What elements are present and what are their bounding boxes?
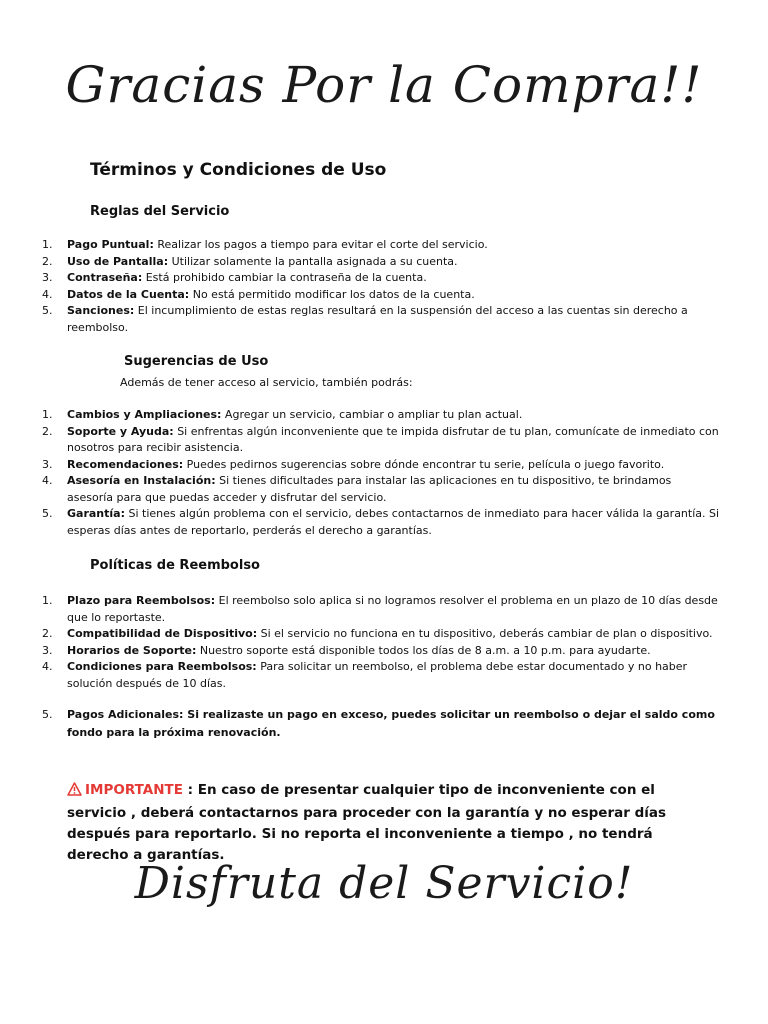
item-number: 2. bbox=[42, 424, 53, 438]
list-item bbox=[0, 424, 720, 457]
item-number: 1. bbox=[42, 238, 53, 251]
warning-icon bbox=[67, 782, 82, 803]
item-number: 4. bbox=[42, 474, 53, 487]
list-item bbox=[0, 270, 720, 287]
politicas-list bbox=[0, 593, 720, 742]
item-text: El reembolso solo aplica si no logramos resolver el problema en un plazo de 10 días desde que lo reportaste. bbox=[67, 594, 718, 624]
list-item bbox=[0, 643, 720, 660]
item-label: Cambios y Ampliaciones: bbox=[67, 408, 222, 421]
item-label: Uso de Pantalla: bbox=[67, 254, 169, 268]
item-label: Asesoría en Instalación: bbox=[67, 474, 216, 487]
item-label: Horarios de Soporte: bbox=[67, 643, 197, 657]
item-number: 1. bbox=[42, 408, 53, 421]
item-text: Si tienes algún problema con el servicio, debes contactarnos de inmediato para hacer válida la garantía. Si esperas días antes de reportarlo, perderás el derecho a garantías. bbox=[67, 507, 720, 537]
list-item bbox=[0, 593, 720, 626]
list-item bbox=[0, 457, 720, 474]
item-number: 5. bbox=[42, 708, 53, 721]
list-item bbox=[0, 237, 720, 254]
sugerencias-list bbox=[0, 407, 720, 539]
item-number: 5. bbox=[42, 507, 53, 520]
item-text: No está permitido modificar los datos de la cuenta. bbox=[189, 287, 475, 301]
thank-you-script-heading: Gracias Por la Compra!! bbox=[65, 56, 703, 114]
item-label: Sanciones: bbox=[67, 304, 135, 317]
item-label: Contraseña: bbox=[67, 271, 143, 284]
item-text: Agregar un servicio, cambiar o ampliar tu plan actual. bbox=[221, 408, 523, 421]
sugerencias-intro: Además de tener acceso al servicio, también podrás: bbox=[120, 376, 413, 389]
item-label: Compatibilidad de Dispositivo: bbox=[67, 627, 258, 640]
list-item bbox=[0, 407, 720, 424]
item-number: 1. bbox=[42, 594, 53, 607]
section-heading-reglas: Reglas del Servicio bbox=[90, 204, 230, 219]
list-item bbox=[0, 287, 720, 304]
list-item bbox=[0, 706, 720, 742]
item-number: 2. bbox=[42, 254, 53, 268]
item-text: Si el servicio no funciona en tu dispositivo, deberás cambiar de plan o dispositivo. bbox=[257, 627, 713, 640]
item-text: Si enfrentas algún inconveniente que te impida disfrutar de tu plan, comunícate de inmediato con nosotros para recibir asistencia. bbox=[67, 424, 719, 454]
item-text: Nuestro soporte está disponible todos los días de 8 a.m. a 10 p.m. para ayudarte. bbox=[196, 643, 651, 657]
item-label: Garantía: bbox=[67, 507, 125, 520]
item-number: 4. bbox=[42, 287, 53, 301]
important-text: : En caso de presentar cualquier tipo de inconveniente con el servicio , deberá contactarnos para proceder con la garantía y no esperar días después para reportarlo. Si no reporta el inconveniente a tiempo , no tendrá derecho a garantías. bbox=[67, 782, 667, 863]
list-item bbox=[0, 254, 720, 271]
list-item bbox=[0, 659, 720, 692]
section-heading-politicas: Políticas de Reembolso bbox=[90, 558, 260, 573]
item-label: Soporte y Ayuda: bbox=[67, 424, 174, 438]
enjoy-script-footer: Disfruta del Servicio! bbox=[134, 858, 634, 909]
item-text: Puedes pedirnos sugerencias sobre dónde encontrar tu serie, película o juego favorito. bbox=[183, 457, 665, 471]
item-text: Realizar los pagos a tiempo para evitar el corte del servicio. bbox=[153, 238, 488, 251]
item-number: 4. bbox=[42, 660, 53, 673]
section-heading-sugerencias: Sugerencias de Uso bbox=[124, 354, 269, 369]
item-text: Utilizar solamente la pantalla asignada a su cuenta. bbox=[168, 254, 458, 268]
item-number: 3. bbox=[42, 643, 53, 657]
item-text: Para solicitar un reembolso, el problema debe estar documentado y no haber solución después de 10 días. bbox=[67, 660, 688, 690]
item-label: Plazo para Reembolsos: bbox=[67, 594, 216, 607]
item-label: Pagos Adicionales: bbox=[67, 708, 184, 721]
reglas-list bbox=[0, 237, 720, 336]
important-label: IMPORTANTE bbox=[85, 782, 183, 798]
list-item bbox=[0, 626, 720, 643]
item-number: 3. bbox=[42, 457, 53, 471]
item-label: Recomendaciones: bbox=[67, 457, 184, 471]
item-number: 5. bbox=[42, 304, 53, 317]
item-label: Datos de la Cuenta: bbox=[67, 287, 190, 301]
item-text: Está prohibido cambiar la contraseña de la cuenta. bbox=[142, 271, 427, 284]
item-text: Si tienes dificultades para instalar las aplicaciones en tu dispositivo, te brindamos asesoría para que puedas acceder y disfrutar del servicio. bbox=[67, 474, 672, 504]
item-number: 2. bbox=[42, 627, 53, 640]
list-item bbox=[0, 506, 720, 539]
item-text: El incumplimiento de estas reglas resultará en la suspensión del acceso a las cuentas sin derecho a reembolso. bbox=[67, 304, 688, 334]
item-number: 3. bbox=[42, 271, 53, 284]
list-item bbox=[0, 473, 720, 506]
page-title: Términos y Condiciones de Uso bbox=[90, 160, 387, 180]
important-label-group bbox=[67, 782, 183, 798]
important-notice bbox=[67, 780, 717, 866]
item-text: Si realizaste un pago en exceso, puedes solicitar un reembolso o dejar el saldo como fondo para la próxima renovación. bbox=[67, 708, 715, 739]
list-item bbox=[0, 303, 720, 336]
item-label: Condiciones para Reembolsos: bbox=[67, 660, 257, 673]
item-label: Pago Puntual: bbox=[67, 238, 154, 251]
